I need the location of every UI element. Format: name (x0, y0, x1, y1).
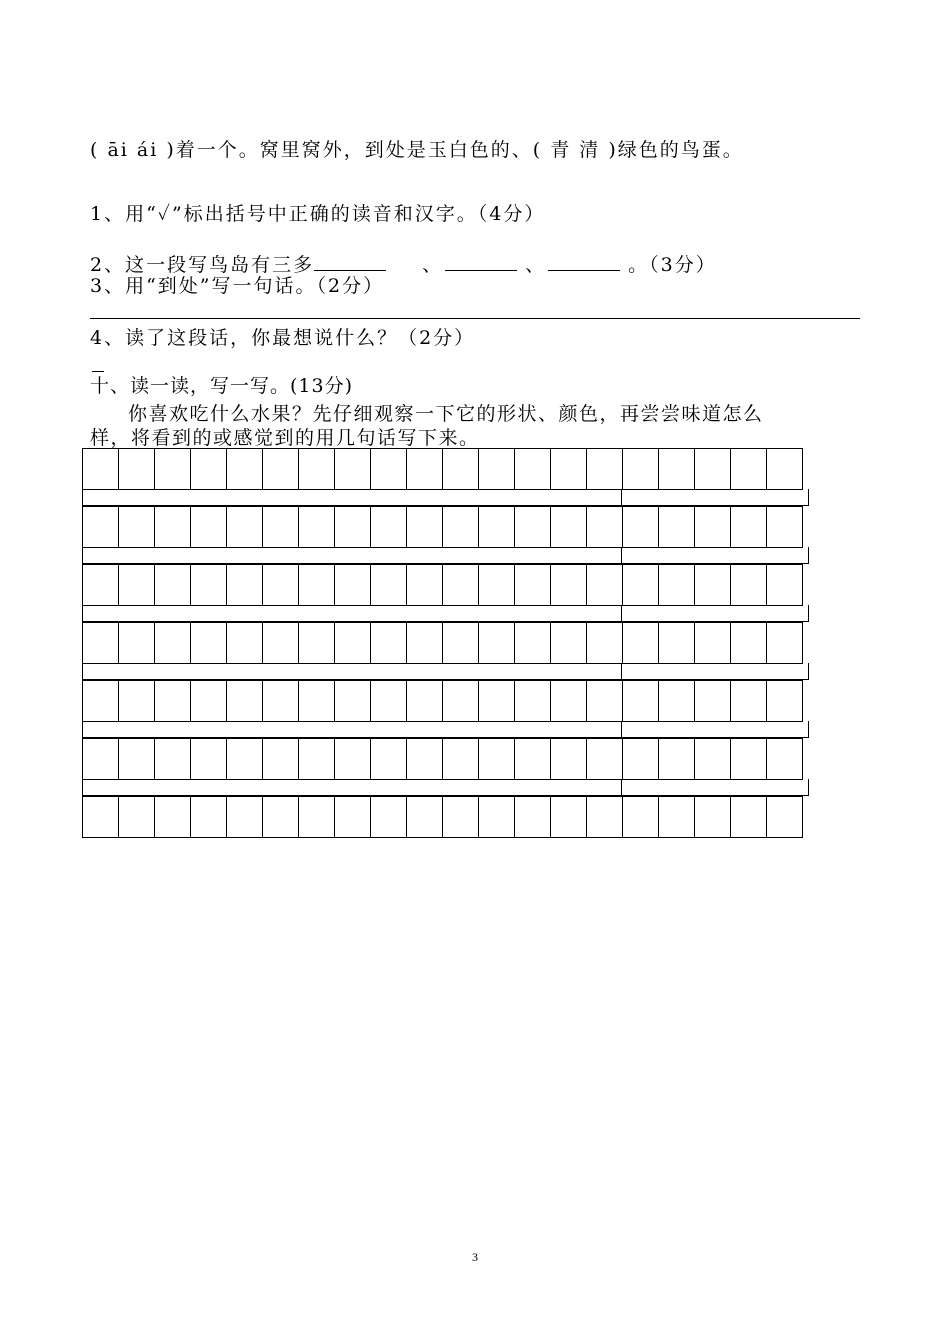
grid-cell[interactable] (154, 680, 191, 722)
grid-row (82, 680, 803, 720)
grid-cell[interactable] (550, 448, 587, 490)
grid-cell[interactable] (262, 448, 299, 490)
grid-cell[interactable] (442, 564, 479, 606)
grid-cell[interactable] (406, 680, 443, 722)
grid-cell[interactable] (154, 448, 191, 490)
grid-cell[interactable] (370, 680, 407, 722)
grid-cell[interactable] (586, 622, 623, 664)
grid-cell[interactable] (622, 796, 659, 838)
grid-cell[interactable] (694, 506, 731, 548)
grid-cell[interactable] (442, 738, 479, 780)
grid-cell[interactable] (478, 564, 515, 606)
grid-cell[interactable] (262, 564, 299, 606)
grid-cell[interactable] (694, 622, 731, 664)
grid-cell[interactable] (442, 448, 479, 490)
section-ten-prompt-line-2: 样，将看到的或感觉到的用几句话写下来。 (90, 427, 480, 449)
grid-cell[interactable] (730, 448, 767, 490)
answer-line-q4[interactable] (92, 371, 104, 372)
grid-cell[interactable] (334, 796, 371, 838)
grid-cell[interactable] (226, 796, 263, 838)
grid-row (82, 564, 803, 604)
grid-cell[interactable] (586, 448, 623, 490)
grid-cell[interactable] (226, 680, 263, 722)
grid-cell[interactable] (478, 448, 515, 490)
grid-gap-right (622, 605, 809, 622)
char-options[interactable]: ( 青 清 ) (532, 139, 618, 161)
grid-cell[interactable] (154, 796, 191, 838)
grid-cell[interactable] (118, 796, 155, 838)
section-ten-prompt-line-1: 你喜欢吃什么水果？先仔细观察一下它的形状、颜色，再尝尝味道怎么 (128, 403, 764, 425)
grid-cell[interactable] (370, 564, 407, 606)
grid-cell[interactable] (370, 622, 407, 664)
section-ten-heading: 十、读一读，写一写。(13分) (90, 375, 354, 397)
grid-gap (82, 721, 809, 738)
grid-cell[interactable] (406, 506, 443, 548)
grid-cell[interactable] (766, 448, 803, 490)
grid-cell[interactable] (370, 738, 407, 780)
grid-cell[interactable] (334, 622, 371, 664)
grid-cell[interactable] (190, 738, 227, 780)
grid-cell[interactable] (694, 738, 731, 780)
grid-cell[interactable] (262, 738, 299, 780)
grid-gap (82, 605, 809, 622)
grid-cell[interactable] (694, 564, 731, 606)
grid-cell[interactable] (514, 622, 551, 664)
grid-gap-right (622, 663, 809, 680)
grid-cell[interactable] (118, 622, 155, 664)
grid-cell[interactable] (370, 506, 407, 548)
grid-cell[interactable] (478, 506, 515, 548)
grid-cell[interactable] (190, 448, 227, 490)
grid-gap-left (82, 489, 622, 506)
grid-cell[interactable] (334, 564, 371, 606)
grid-gap-right (622, 489, 809, 506)
grid-cell[interactable] (406, 564, 443, 606)
grid-cell[interactable] (514, 738, 551, 780)
grid-cell[interactable] (226, 622, 263, 664)
grid-cell[interactable] (118, 564, 155, 606)
grid-cell[interactable] (334, 506, 371, 548)
grid-cell[interactable] (478, 738, 515, 780)
grid-cell[interactable] (226, 506, 263, 548)
grid-cell[interactable] (442, 506, 479, 548)
grid-cell[interactable] (658, 738, 695, 780)
grid-gap-left (82, 547, 622, 564)
grid-cell[interactable] (622, 506, 659, 548)
question-4: 4、读了这段话，你最想说什么？（2分） (90, 327, 476, 349)
grid-cell[interactable] (514, 564, 551, 606)
grid-cell[interactable] (586, 564, 623, 606)
grid-row (82, 506, 803, 546)
grid-cell[interactable] (190, 796, 227, 838)
grid-cell[interactable] (766, 564, 803, 606)
grid-cell[interactable] (262, 680, 299, 722)
question-2-sep-1: 、 (422, 254, 444, 276)
grid-cell[interactable] (118, 448, 155, 490)
grid-cell[interactable] (262, 796, 299, 838)
grid-cell[interactable] (82, 448, 119, 490)
grid-cell[interactable] (550, 564, 587, 606)
grid-row (82, 622, 803, 662)
answer-blank-3[interactable] (548, 250, 620, 271)
question-3: 3、用“到处”写一句话。（2分） (90, 275, 385, 297)
grid-cell[interactable] (370, 796, 407, 838)
grid-cell[interactable] (370, 448, 407, 490)
passage-line (90, 138, 744, 162)
grid-gap-left (82, 663, 622, 680)
question-2-sep-2: 、 (525, 254, 547, 276)
question-2-prefix: 2、这一段写鸟岛有三多 (90, 254, 315, 276)
grid-cell[interactable] (550, 622, 587, 664)
grid-cell[interactable] (514, 506, 551, 548)
grid-cell[interactable] (298, 796, 335, 838)
question-1: 1、用“✓”标出括号中正确的读音和汉字。（4分） (90, 203, 546, 225)
grid-cell[interactable] (406, 796, 443, 838)
grid-cell[interactable] (82, 506, 119, 548)
grid-cell[interactable] (334, 448, 371, 490)
grid-cell[interactable] (334, 738, 371, 780)
grid-cell[interactable] (514, 680, 551, 722)
grid-cell[interactable] (694, 680, 731, 722)
grid-gap-left (82, 721, 622, 738)
grid-cell[interactable] (622, 622, 659, 664)
grid-cell[interactable] (730, 738, 767, 780)
question-2-suffix: 。（3分） (628, 254, 717, 276)
grid-cell[interactable] (694, 796, 731, 838)
grid-cell[interactable] (262, 506, 299, 548)
grid-cell[interactable] (298, 738, 335, 780)
answer-line-q3[interactable] (90, 318, 860, 319)
grid-cell[interactable] (478, 680, 515, 722)
grid-cell[interactable] (262, 622, 299, 664)
grid-cell[interactable] (658, 622, 695, 664)
grid-cell[interactable] (550, 738, 587, 780)
grid-cell[interactable] (766, 680, 803, 722)
grid-cell[interactable] (190, 506, 227, 548)
grid-cell[interactable] (406, 738, 443, 780)
grid-cell[interactable] (586, 506, 623, 548)
grid-cell[interactable] (730, 622, 767, 664)
grid-cell[interactable] (226, 738, 263, 780)
grid-cell[interactable] (730, 680, 767, 722)
grid-cell[interactable] (298, 622, 335, 664)
grid-cell[interactable] (658, 564, 695, 606)
grid-cell[interactable] (154, 738, 191, 780)
grid-cell[interactable] (550, 506, 587, 548)
grid-cell[interactable] (766, 506, 803, 548)
grid-cell[interactable] (118, 506, 155, 548)
grid-cell[interactable] (298, 564, 335, 606)
answer-blank-1[interactable] (314, 250, 386, 271)
grid-gap-right (622, 547, 809, 564)
answer-blank-2[interactable] (445, 250, 517, 271)
grid-cell[interactable] (82, 738, 119, 780)
grid-cell[interactable] (658, 796, 695, 838)
grid-cell[interactable] (478, 622, 515, 664)
grid-cell[interactable] (550, 796, 587, 838)
grid-cell[interactable] (406, 622, 443, 664)
grid-cell[interactable] (514, 448, 551, 490)
passage-text-1: 着一个。窝里窝外，到处是玉白色的、 (175, 139, 533, 161)
grid-cell[interactable] (622, 564, 659, 606)
grid-cell[interactable] (730, 564, 767, 606)
grid-cell[interactable] (226, 564, 263, 606)
grid-cell[interactable] (658, 680, 695, 722)
grid-cell[interactable] (190, 680, 227, 722)
writing-grid (82, 448, 808, 842)
grid-gap (82, 663, 809, 680)
grid-cell[interactable] (730, 796, 767, 838)
grid-gap (82, 547, 809, 564)
grid-cell[interactable] (154, 622, 191, 664)
grid-gap-right (622, 721, 809, 738)
grid-cell[interactable] (442, 680, 479, 722)
grid-row (82, 448, 803, 488)
grid-cell[interactable] (154, 506, 191, 548)
grid-gap-right (622, 779, 809, 796)
grid-cell[interactable] (586, 796, 623, 838)
grid-cell[interactable] (118, 680, 155, 722)
grid-cell[interactable] (442, 796, 479, 838)
grid-cell[interactable] (190, 622, 227, 664)
grid-cell[interactable] (730, 506, 767, 548)
grid-cell[interactable] (298, 448, 335, 490)
question-2 (90, 250, 717, 277)
grid-gap-left (82, 605, 622, 622)
grid-cell[interactable] (514, 796, 551, 838)
grid-row (82, 796, 803, 836)
grid-gap (82, 489, 809, 506)
grid-gap-left (82, 779, 622, 796)
grid-cell[interactable] (82, 564, 119, 606)
grid-cell[interactable] (190, 564, 227, 606)
grid-cell[interactable] (118, 738, 155, 780)
grid-cell[interactable] (154, 564, 191, 606)
grid-cell[interactable] (226, 448, 263, 490)
grid-cell[interactable] (766, 738, 803, 780)
grid-cell[interactable] (766, 622, 803, 664)
grid-cell[interactable] (658, 448, 695, 490)
grid-row (82, 738, 803, 778)
grid-cell[interactable] (586, 680, 623, 722)
grid-cell[interactable] (82, 796, 119, 838)
page-number: 3 (472, 1250, 478, 1264)
grid-cell[interactable] (622, 680, 659, 722)
grid-cell[interactable] (622, 738, 659, 780)
grid-cell[interactable] (622, 448, 659, 490)
grid-cell[interactable] (658, 506, 695, 548)
grid-cell[interactable] (334, 680, 371, 722)
passage-text-2: 绿色的鸟蛋。 (617, 139, 744, 161)
grid-cell[interactable] (406, 448, 443, 490)
grid-cell[interactable] (298, 506, 335, 548)
grid-gap (82, 779, 809, 796)
grid-cell[interactable] (82, 622, 119, 664)
grid-cell[interactable] (298, 680, 335, 722)
grid-cell[interactable] (442, 622, 479, 664)
grid-cell[interactable] (478, 796, 515, 838)
grid-cell[interactable] (694, 448, 731, 490)
grid-cell[interactable] (766, 796, 803, 838)
pinyin-options[interactable]: ( āi ái ) (90, 139, 176, 161)
grid-cell[interactable] (550, 680, 587, 722)
grid-cell[interactable] (82, 680, 119, 722)
grid-cell[interactable] (586, 738, 623, 780)
